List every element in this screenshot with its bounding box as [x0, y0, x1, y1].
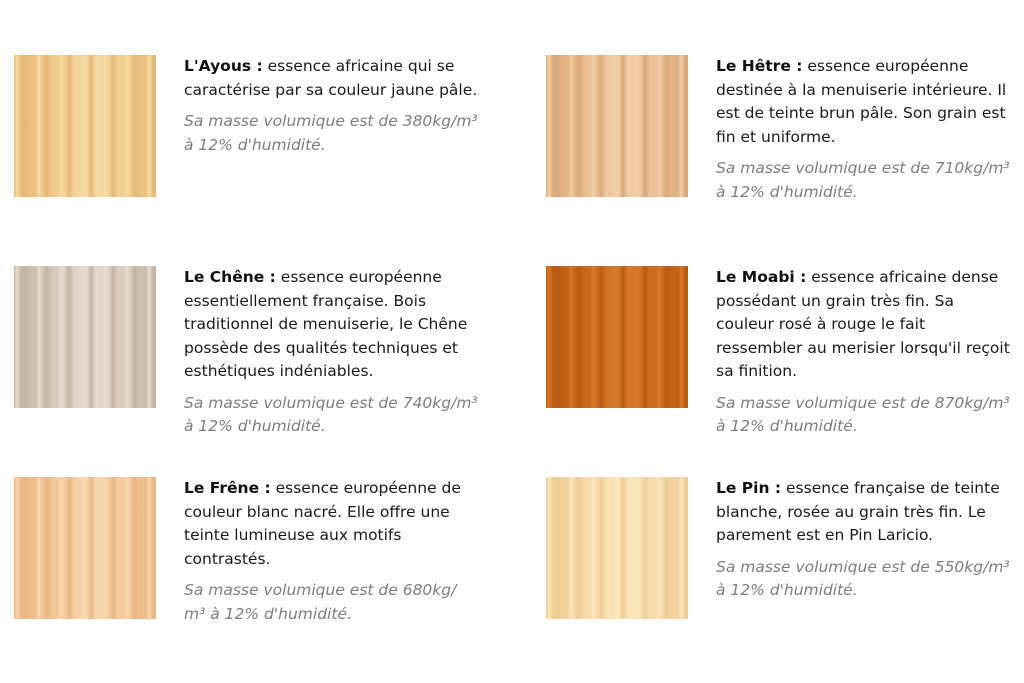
wood-text-ayous [184, 55, 479, 157]
wood-text-pin [716, 477, 1016, 603]
wood-description: essence africaine qui se caractérise par sa couleur jaune pâle. [184, 57, 478, 99]
wood-name: Le Chêne : [184, 268, 276, 286]
wood-description: essence africaine dense possédant un grain très fin. Sa couleur rosé à rouge le fait ressembler au merisier lorsqu'il reçoit sa finition. [716, 268, 1010, 380]
wood-swatch-pin [546, 477, 688, 619]
wood-density: Sa masse volumique est de 680kg/ m³ à 12% d'humidité. [184, 581, 457, 623]
wood-text-moabi [716, 266, 1016, 439]
wood-card-pin [546, 477, 1016, 627]
wood-card-chene [14, 266, 484, 435]
wood-name: L'Ayous : [184, 57, 263, 75]
wood-density: Sa masse volumique est de 550kg/m³ à 12% d'humidité. [716, 557, 1010, 599]
wood-card-ayous [14, 55, 484, 205]
wood-description: essence française de teinte blanche, rosée au grain très fin. Le parement est en Pin Laricio. [716, 479, 1000, 544]
wood-swatch-hetre [546, 55, 688, 197]
wood-swatch-ayous [14, 55, 156, 197]
wood-name: Le Moabi : [716, 268, 807, 286]
wood-density: Sa masse volumique est de 380kg/m³ à 12% d'humidité. [184, 112, 478, 154]
wood-description: essence européenne essentiellement française. Bois traditionnel de menuiserie, le Chêne possède des qualités techniques et esthétiques indéniables. [184, 268, 468, 380]
wood-text-chene [184, 266, 479, 439]
wood-name: Le Hêtre : [716, 57, 803, 75]
wood-text-frene [184, 477, 479, 626]
wood-description: essence européenne destinée à la menuiserie intérieure. Il est de teinte brun pâle. Son grain est fin et uniforme. [716, 57, 1007, 146]
wood-card-moabi [546, 266, 1016, 435]
wood-density: Sa masse volumique est de 870kg/m³ à 12% d'humidité. [716, 393, 1010, 435]
wood-name: Le Pin : [716, 479, 782, 497]
wood-density: Sa masse volumique est de 710kg/m³ à 12% d'humidité. [716, 159, 1010, 201]
wood-swatch-moabi [546, 266, 688, 408]
wood-density: Sa masse volumique est de 740kg/m³ à 12% d'humidité. [184, 393, 478, 435]
wood-swatch-frene [14, 477, 156, 619]
wood-description: essence européenne de couleur blanc nacré. Elle offre une teinte lumineuse aux motifs contrastés. [184, 479, 461, 568]
wood-card-frene [14, 477, 484, 627]
wood-name: Le Frêne : [184, 479, 271, 497]
wood-swatch-chene [14, 266, 156, 408]
wood-text-hetre [716, 55, 1016, 204]
wood-card-hetre [546, 55, 1016, 205]
